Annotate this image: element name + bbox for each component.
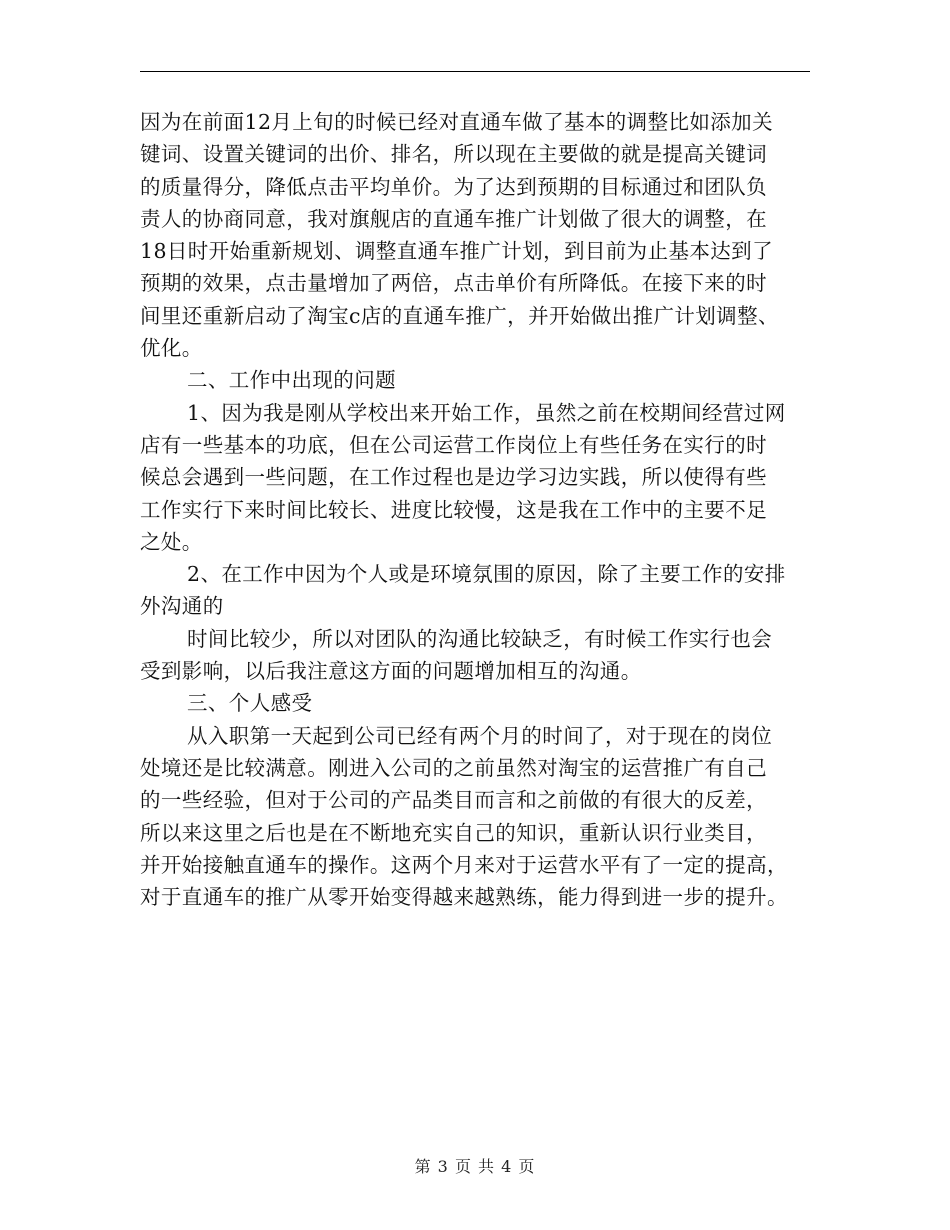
paragraph-problem-2-continued: 时间比较少，所以对团队的沟通比较缺乏，有时候工作实行也会 受到影响，以后我注意这方面的问题增加相互的沟通。 — [140, 626, 773, 684]
header-rule — [140, 71, 810, 72]
paragraph-personal-feelings: 从入职第一天起到公司已经有两个月的时间了，对于现在的岗位 处境还是比较满意。刚进入公司的之前虽然对淘宝的运营推广有自己 的一些经验，但对于公司的产品类目而言和之前做的有很大的反差， 所以来这里之后也是在不断地充实自己的知识，重新认识行业类目， 并开始接触直通车的操作。这两个月来对于运营水平有了一定的提高， 对于直通车的推广从零开始变得越来越熟练，能力得到进一步的提升。 — [140, 723, 788, 910]
document-body — [140, 106, 812, 913]
paragraph-problem-2: 2、在工作中因为个人或是环境氛围的原因，除了主要工作的安排 外沟通的 — [140, 562, 786, 619]
heading-personal-feelings: 三、个人感受 — [187, 691, 313, 716]
heading-problems: 二、工作中出现的问题 — [187, 368, 396, 393]
paragraph-intro: 因为在前面12月上旬的时候已经对直通车做了基本的调整比如添加关 键词、设置关键词的出价、排名，所以现在主要做的就是提高关键词 的质量得分，降低点击平均单价。为了达到预期的目标通过和团队负 责人的协商同意，我对旗舰店的直通车推广计划做了很大的调整，在 18日时开始重新规划、调整直通车推广计划，到目前为止基本达到了 预期的效果，点击量增加了两倍，点击单价有所降低。在接下来的时 间里还重新启动了淘宝c店的直通车推广，并开始做出推广计划调整、 优化。 — [140, 110, 779, 361]
page-number-footer: 第 3 页 共 4 页 — [414, 1157, 536, 1176]
paragraph-problem-1: 1、因为我是刚从学校出来开始工作，虽然之前在校期间经营过网 店有一些基本的功底，但在公司运营工作岗位上有些任务在实行的时 候总会遇到一些问题，在工作过程也是边学习边实践，所以使得有些 工作实行下来时间比较长、进度比较慢，这是我在工作中的主要不足 之处。 — [140, 400, 786, 554]
